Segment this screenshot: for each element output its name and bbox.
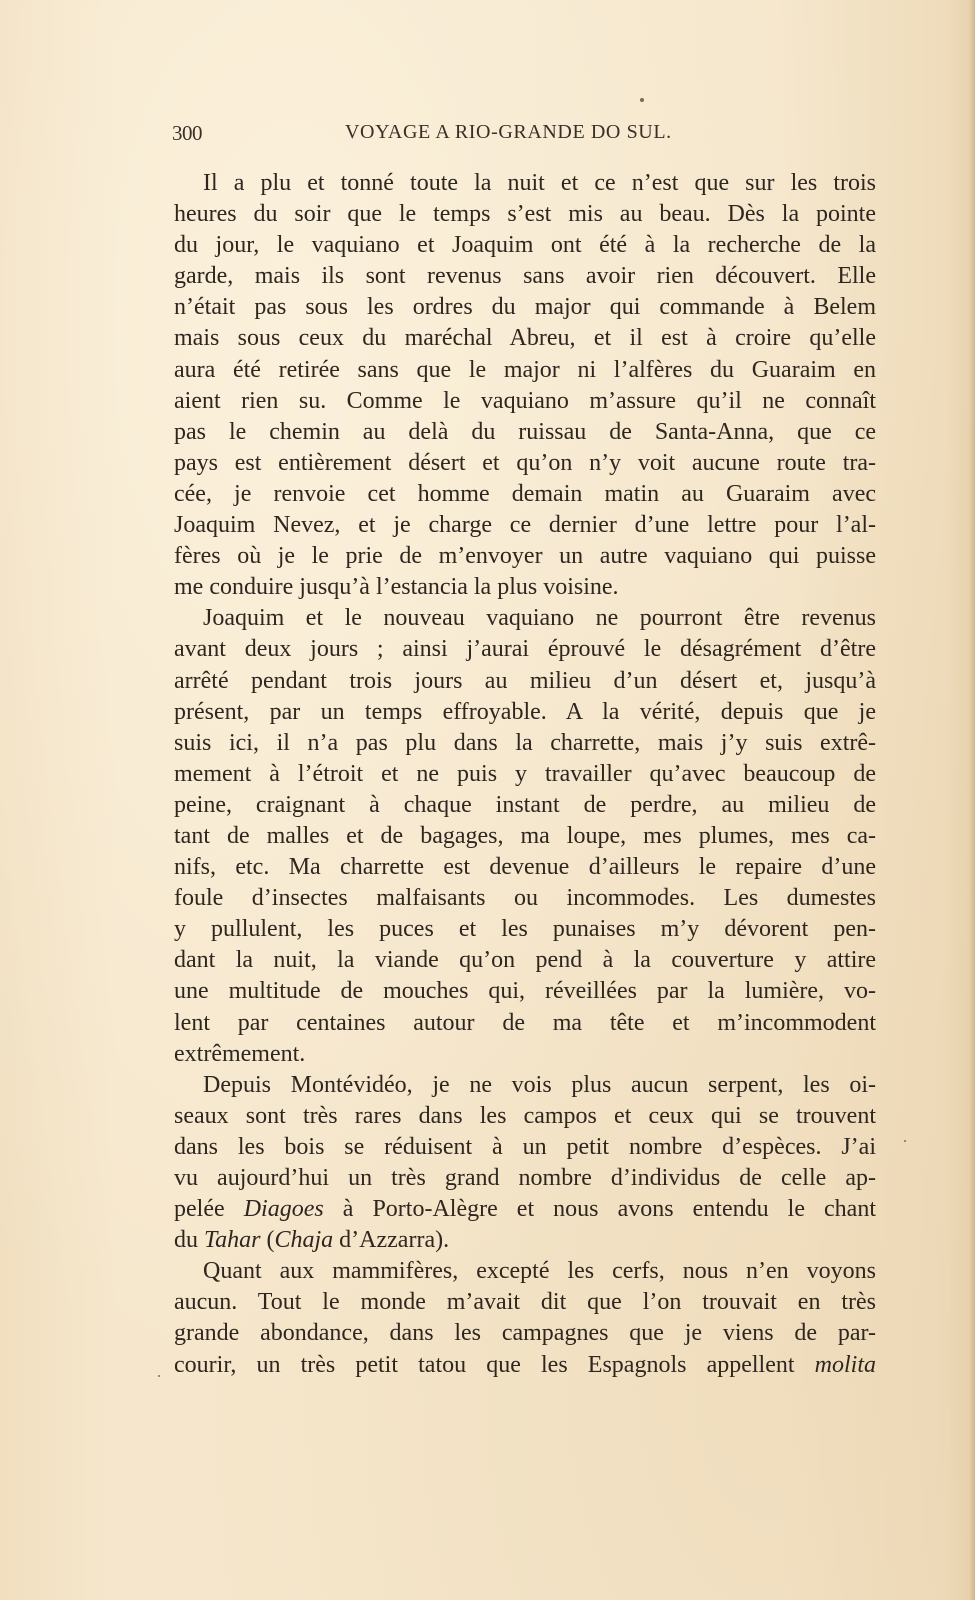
text-line: vu aujourd’hui un très grand nombre d’individus de celle ap- (174, 1165, 876, 1191)
paragraph-1 (174, 168, 876, 603)
text-line: Joaquim Nevez, et je charge ce dernier d’une lettre pour l’al- (174, 512, 876, 539)
text-line: une multitude de mouches qui, réveillées par la lumière, vo- (174, 978, 876, 1005)
text-line: extrêmement. (174, 1040, 306, 1067)
ink-speck (904, 1140, 906, 1142)
text-line (174, 1350, 876, 1381)
text-line: fères où je le prie de m’envoyer un autre vaquiano qui puisse (174, 543, 876, 570)
text-line: dans les bois se réduisent à un petit nombre d’espèces. J’ai (174, 1133, 876, 1160)
text-line: lent par centaines autour de ma tête et m’incommodent (174, 1009, 876, 1036)
body-text (174, 168, 876, 1381)
text-line: nifs, etc. Ma charrette est devenue d’ailleurs le repaire d’une (174, 854, 876, 881)
text-line: arrêté pendant trois jours au milieu d’un désert et, jusqu’à (174, 667, 876, 694)
italic-term-molita: molita (814, 1351, 876, 1378)
text-line: dant la nuit, la viande qu’on pend à la couverture y attire (174, 947, 876, 974)
text-line: avant deux jours ; ainsi j’aurai éprouvé le désagrément d’être (174, 636, 876, 663)
text-line (174, 1194, 876, 1225)
text-segment: pelée (174, 1196, 244, 1223)
page-header (172, 121, 872, 151)
italic-term-diagoes: Diagoes (243, 1196, 324, 1223)
paragraph-3 (174, 1070, 876, 1257)
text-line: Il a plu et tonné toute la nuit et ce n’est que sur les trois (203, 170, 876, 196)
text-line: me conduire jusqu’à l’estancia la plus voisine. (174, 574, 619, 601)
page-edge-shadow (969, 0, 975, 1600)
page-number: 300 (172, 121, 202, 145)
text-line: mement à l’étroit et ne puis y travailler qu’avec beaucoup de (174, 760, 876, 787)
text-line: n’était pas sous les ordres du major qui commande à Belem (174, 294, 876, 321)
text-line: aient rien su. Comme le vaquiano m’assure qu’il ne connaît (174, 387, 876, 414)
text-line: Quant aux mammifères, excepté les cerfs, nous n’en voyons (203, 1258, 876, 1285)
text-line: y pullulent, les puces et les punaises m’y dévorent pen- (174, 916, 876, 943)
text-line: aura été retirée sans que le major ni l’alfères du Guaraim en (174, 356, 876, 383)
text-segment: ( (260, 1227, 275, 1254)
text-line: pas le chemin au delà du ruissau de Santa-Anna, que ce (174, 418, 876, 445)
text-line: aucun. Tout le monde m’avait dit que l’on trouvait en très (174, 1289, 876, 1316)
ink-speck (158, 1375, 160, 1377)
ink-speck (640, 98, 644, 102)
text-line: tant de malles et de bagages, ma loupe, mes plumes, mes ca- (174, 822, 876, 849)
text-segment: du (174, 1227, 204, 1254)
text-segment: courir, un très petit tatou que les Espagnols appellent (174, 1351, 815, 1378)
text-line: suis ici, il n’a pas plu dans la charrette, mais j’y suis extrê- (174, 729, 876, 756)
text-line: Depuis Montévidéo, je ne vois plus aucun serpent, les oi- (203, 1071, 876, 1098)
text-line (174, 1225, 876, 1256)
italic-term-chaja: Chaja (274, 1227, 334, 1254)
text-line: cée, je renvoie cet homme demain matin au Guaraim avec (174, 480, 876, 507)
text-line: du jour, le vaquiano et Joaquim ont été à la recherche de la (174, 232, 876, 259)
italic-term-tahar: Tahar (204, 1227, 261, 1254)
text-line: pays est entièrement désert et qu’on n’y voit aucune route tra- (174, 449, 876, 476)
running-title: VOYAGE A RIO-GRANDE DO SUL. (345, 121, 672, 143)
text-line: peine, craignant à chaque instant de perdre, au milieu de (174, 791, 876, 818)
text-segment: d’Azzarra). (333, 1227, 450, 1254)
text-line: heures du soir que le temps s’est mis au beau. Dès la pointe (174, 201, 876, 228)
text-line: mais sous ceux du maréchal Abreu, et il est à croire qu’elle (174, 325, 876, 352)
text-segment: à Porto-Alègre et nous avons entendu le chant (323, 1196, 876, 1223)
text-line: Joaquim et le nouveau vaquiano ne pourront être revenus (203, 605, 876, 632)
text-line: foule d’insectes malfaisants ou incommodes. Les dumestes (174, 885, 876, 912)
paragraph-2 (174, 603, 876, 1069)
text-line: présent, par un temps effroyable. A la vérité, depuis que je (174, 698, 876, 725)
text-line: seaux sont très rares dans les campos et ceux qui se trouvent (174, 1102, 876, 1129)
paragraph-4 (174, 1256, 876, 1380)
text-line: garde, mais ils sont revenus sans avoir rien découvert. Elle (174, 263, 876, 290)
text-line: grande abondance, dans les campagnes que je viens de par- (174, 1320, 876, 1347)
